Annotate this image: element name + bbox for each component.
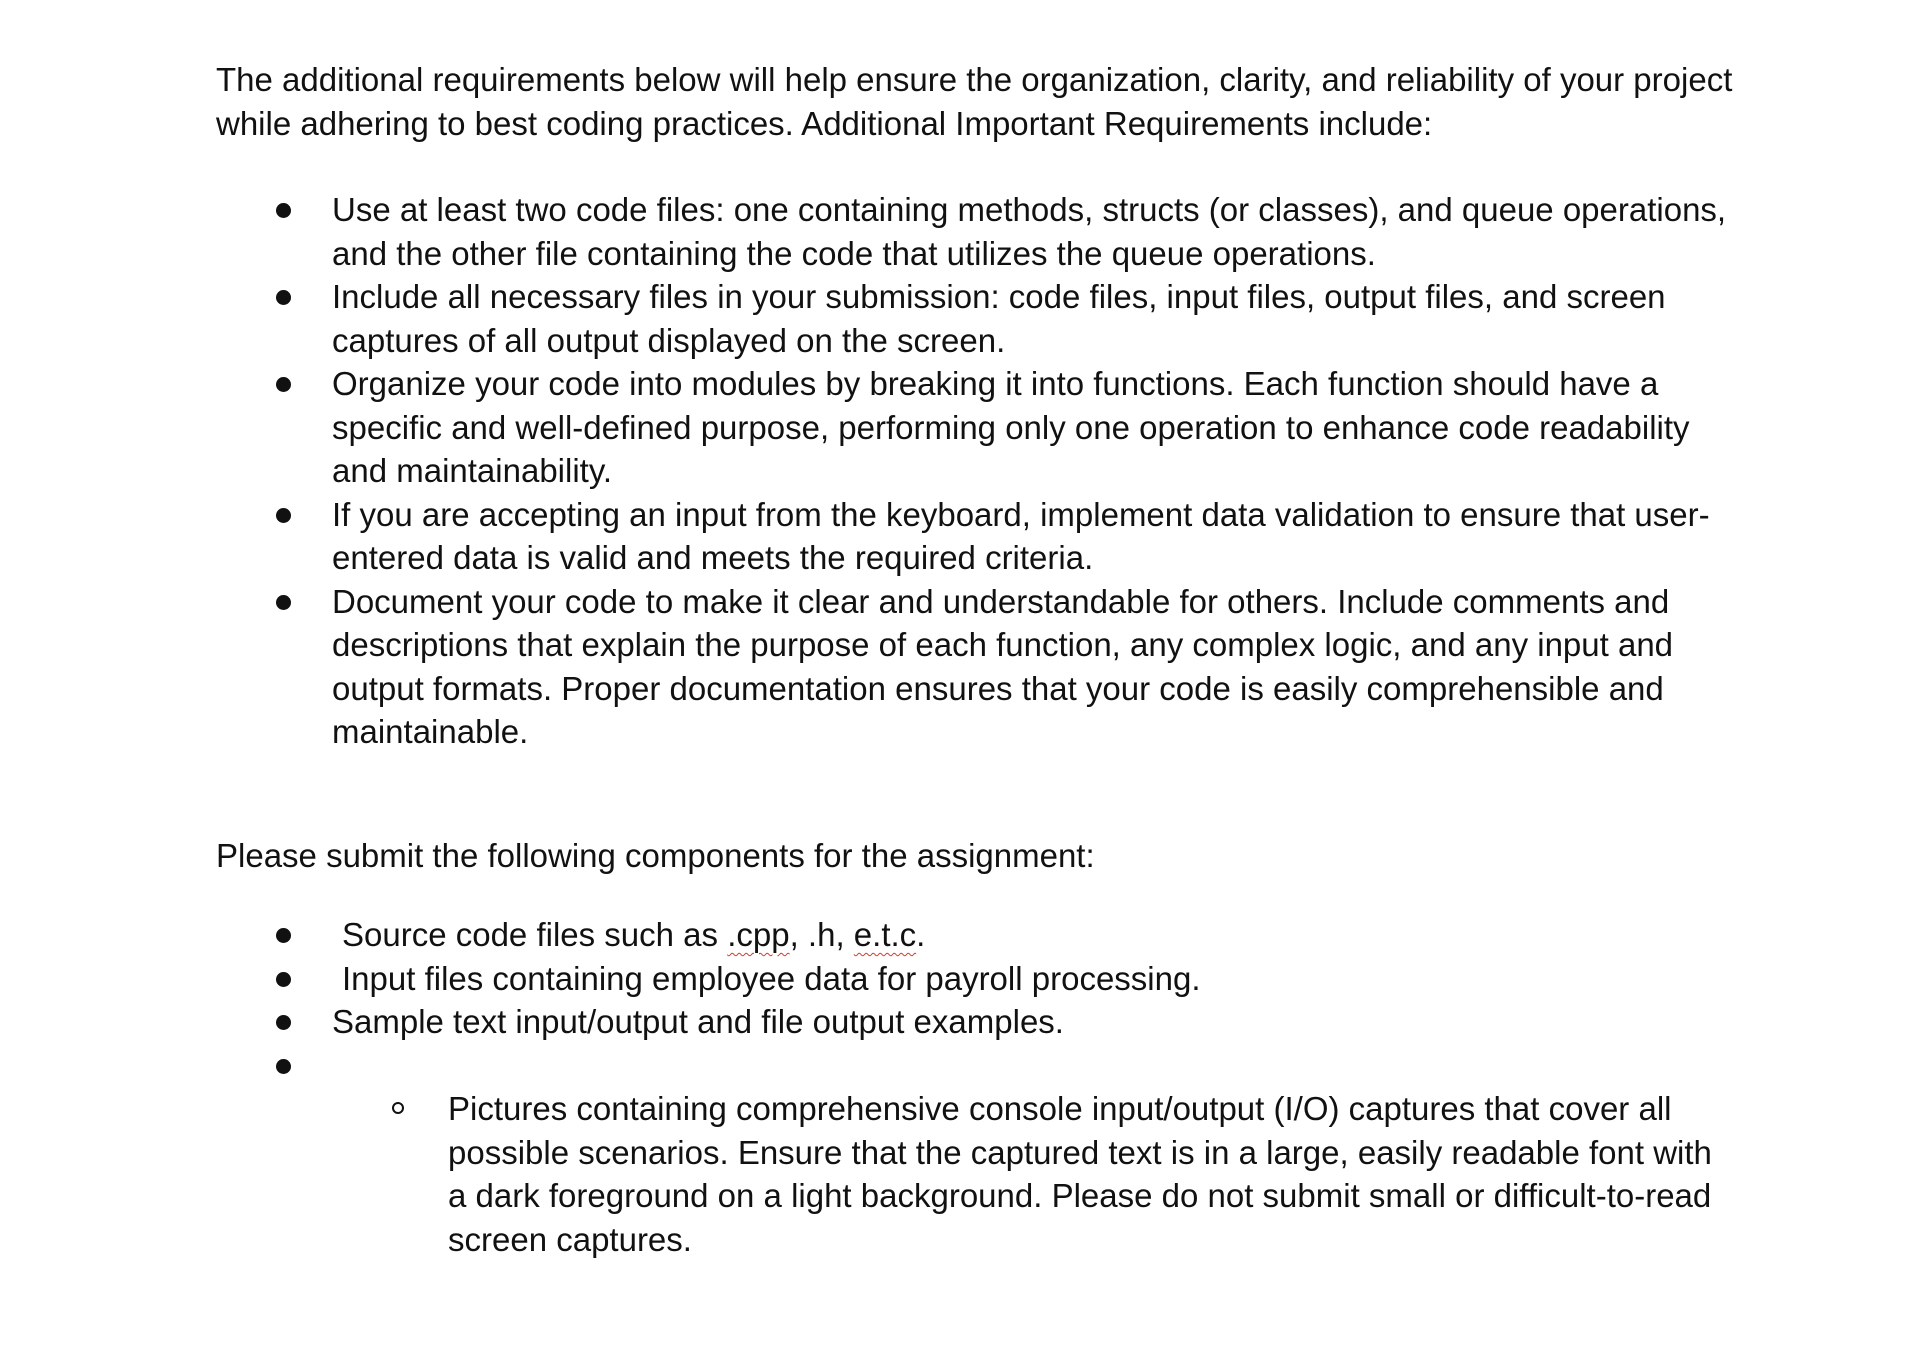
list-item	[216, 493, 1736, 580]
requirements-list	[216, 188, 1736, 754]
list-item-text: Use at least two code files: one containing methods, structs (or classes), and queue operations, and the other file containing the code that utilizes the queue operations.	[332, 191, 1727, 272]
sub-list-item-text: Pictures containing comprehensive console input/output (I/O) captures that cover all possible scenarios. Ensure that the captured text is in a large, easily readable font with a dark foreground on a light background. Please do not submit small or difficult-to-read screen captures.	[448, 1090, 1712, 1258]
list-item	[216, 580, 1736, 754]
bullet-icon	[276, 203, 291, 218]
list-item	[216, 362, 1736, 493]
list-item	[216, 188, 1736, 275]
bullet-icon	[276, 972, 291, 987]
bullet-icon	[276, 290, 291, 305]
bullet-icon	[276, 928, 291, 943]
bullet-icon	[276, 508, 291, 523]
bullet-icon	[276, 1015, 291, 1030]
list-item-text: Organize your code into modules by breaking it into functions. Each function should have a specific and well-defined purpose, performing only one operation to enhance code readability and maintainability.	[332, 365, 1690, 489]
list-item	[216, 1000, 1736, 1044]
list-item	[216, 957, 1736, 1001]
spellcheck-word[interactable]: e.t.c	[853, 916, 917, 953]
hollow-bullet-icon	[392, 1102, 404, 1114]
item-text-suffix: .	[916, 916, 926, 953]
spellcheck-word[interactable]: .cpp	[727, 916, 790, 953]
bullet-icon	[276, 1059, 291, 1074]
item-text-prefix: Source code files such as	[342, 916, 728, 953]
list-item-text	[332, 916, 925, 953]
list-item-text: Document your code to make it clear and understandable for others. Include comments and descriptions that explain the purpose of each function, any complex logic, and any input and output formats. Proper documentation ensures that your code is easily comprehensible and maintainable.	[332, 582, 1674, 750]
submission-heading: Please submit the following components for the assignment:	[216, 837, 1095, 874]
list-item	[216, 1044, 1736, 1088]
list-item-text: Input files containing employee data for payroll processing.	[342, 959, 1201, 997]
sub-list-item	[332, 1087, 1736, 1261]
intro-paragraph: The additional requirements below will help ensure the organization, clarity, and reliability of your project while adhering to best coding practices. Additional Important Requirements include:	[216, 61, 1733, 142]
list-item-text: If you are accepting an input from the keyboard, implement data validation to ensure that user-entered data is valid and meets the required criteria.	[332, 495, 1710, 576]
bullet-icon	[276, 595, 291, 610]
bullet-icon	[276, 377, 291, 392]
nested-list-container	[216, 1087, 1736, 1261]
submission-list	[216, 913, 1736, 1261]
list-item-text: Sample text input/output and file output examples.	[332, 1003, 1064, 1040]
list-item-text: Include all necessary files in your submission: code files, input files, output files, and screen captures of all output displayed on the screen.	[332, 278, 1666, 359]
list-item	[216, 913, 1736, 957]
item-text-mid: , .h,	[789, 916, 854, 953]
list-item	[216, 275, 1736, 362]
empty-list-item	[332, 1047, 341, 1084]
